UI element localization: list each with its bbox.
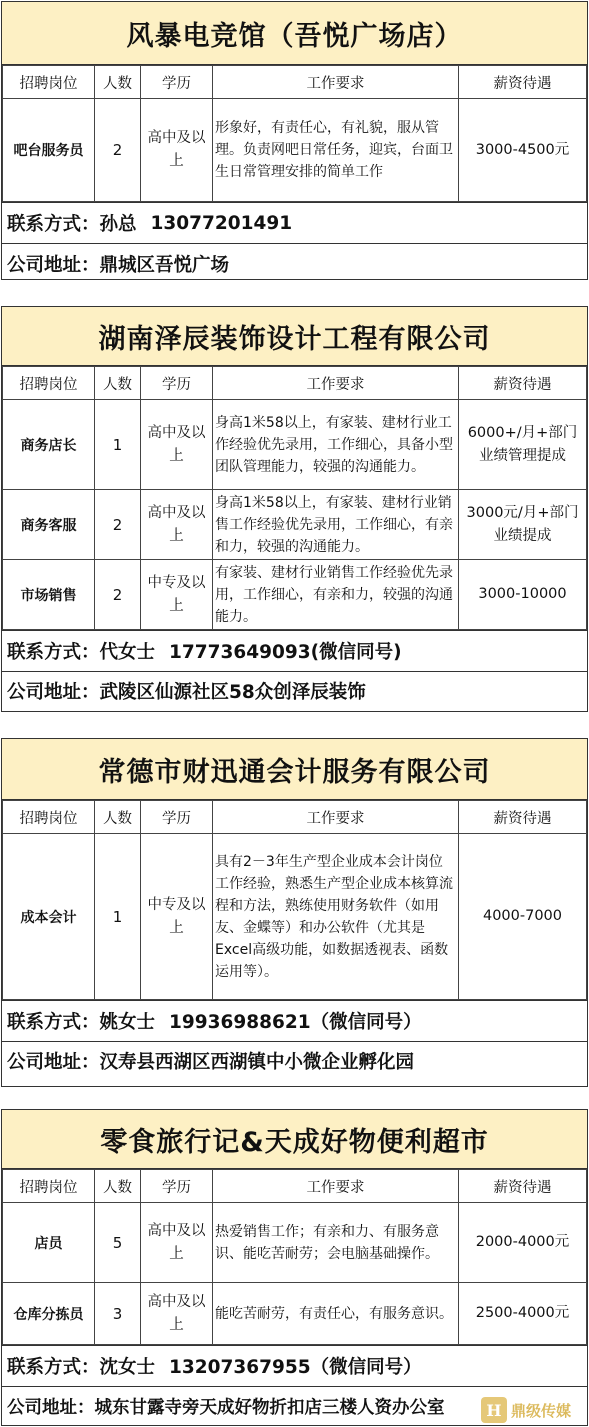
watermark <box>481 1397 571 1423</box>
salary-cell: 2500-4000元 <box>459 1283 587 1345</box>
position-cell: 商务店长 <box>3 400 95 490</box>
job-table <box>2 366 587 630</box>
brand-logo-icon: H <box>481 1397 507 1423</box>
contact-line <box>2 630 587 671</box>
header-count: 人数 <box>95 801 141 834</box>
header-count: 人数 <box>95 66 141 99</box>
job-table <box>2 65 587 202</box>
contact-label: 联系方式：沈女士 <box>7 1357 156 1378</box>
contact-line <box>2 202 587 243</box>
table-header-row <box>3 1170 587 1203</box>
contact-label: 联系方式：代女士 <box>7 642 156 663</box>
header-requirement: 工作要求 <box>213 66 459 99</box>
contact-line <box>2 1345 587 1386</box>
requirement-cell: 能吃苦耐劳，有责任心，有服务意识。 <box>213 1283 459 1345</box>
contact-phone: 19936988621（微信同号） <box>169 1012 422 1033</box>
position-cell: 成本会计 <box>3 834 95 1000</box>
education-cell: 中专及以上 <box>141 560 213 630</box>
header-salary: 薪资待遇 <box>459 66 587 99</box>
header-position: 招聘岗位 <box>3 801 95 834</box>
header-count: 人数 <box>95 367 141 400</box>
salary-cell: 3000-10000 <box>459 560 587 630</box>
header-education: 学历 <box>141 367 213 400</box>
header-requirement: 工作要求 <box>213 1170 459 1203</box>
contact-phone: 13207367955（微信同号） <box>169 1357 422 1378</box>
table-row <box>3 560 587 630</box>
header-salary: 薪资待遇 <box>459 1170 587 1203</box>
header-position: 招聘岗位 <box>3 1170 95 1203</box>
requirement-cell: 形象好，有责任心，有礼貌，服从管理。负责网吧日常任务，迎宾，台面卫生日常管理安排的简单工作 <box>213 99 459 202</box>
count-cell: 3 <box>95 1283 141 1345</box>
count-cell: 2 <box>95 99 141 202</box>
job-card-3 <box>1 738 588 1087</box>
table-row <box>3 1203 587 1283</box>
address-line: 公司地址：汉寿县西湖区西湖镇中小微企业孵化园 <box>2 1041 587 1080</box>
position-cell: 吧台服务员 <box>3 99 95 202</box>
job-card-1 <box>1 1 588 280</box>
count-cell: 5 <box>95 1203 141 1283</box>
position-cell: 仓库分拣员 <box>3 1283 95 1345</box>
company-title: 常德市财迅通会计服务有限公司 <box>2 739 587 800</box>
header-salary: 薪资待遇 <box>459 801 587 834</box>
company-title: 风暴电竞馆（吾悦广场店） <box>2 2 587 65</box>
count-cell: 1 <box>95 400 141 490</box>
contact-phone: 17773649093(微信同号) <box>169 642 402 663</box>
address-line: 公司地址：城东甘露寺旁天成好物折扣店三楼人资办公室 <box>2 1386 587 1425</box>
position-cell: 商务客服 <box>3 490 95 560</box>
requirement-cell: 具有2－3年生产型企业成本会计岗位工作经验，熟悉生产型企业成本核算流程和方法，熟练使用财务软件（如用友、金蝶等）和办公软件（尤其是Excel高级功能，如数据透视表、函数运用等）。 <box>213 834 459 1000</box>
position-cell: 市场销售 <box>3 560 95 630</box>
header-position: 招聘岗位 <box>3 367 95 400</box>
header-requirement: 工作要求 <box>213 367 459 400</box>
table-header-row <box>3 367 587 400</box>
header-education: 学历 <box>141 1170 213 1203</box>
job-card-4 <box>1 1109 588 1426</box>
company-title: 湖南泽辰装饰设计工程有限公司 <box>2 307 587 366</box>
count-cell: 2 <box>95 560 141 630</box>
salary-cell: 3000-4500元 <box>459 99 587 202</box>
address-line: 公司地址：鼎城区吾悦广场 <box>2 243 587 284</box>
watermark-text: 鼎级传媒 <box>510 1401 571 1420</box>
contact-label: 联系方式：姚女士 <box>7 1012 156 1033</box>
salary-cell: 6000+/月+部门业绩管理提成 <box>459 400 587 490</box>
table-row <box>3 1283 587 1345</box>
header-salary: 薪资待遇 <box>459 367 587 400</box>
education-cell: 高中及以上 <box>141 1283 213 1345</box>
requirement-cell: 有家装、建材行业销售工作经验优先录用，工作细心，有亲和力，较强的沟通能力。 <box>213 560 459 630</box>
count-cell: 1 <box>95 834 141 1000</box>
contact-line <box>2 1000 587 1041</box>
company-title: 零食旅行记&天成好物便利超市 <box>2 1110 587 1169</box>
requirement-cell: 热爱销售工作；有亲和力、有服务意识、能吃苦耐劳；会电脑基础操作。 <box>213 1203 459 1283</box>
table-row <box>3 99 587 202</box>
contact-phone: 13077201491 <box>150 212 293 234</box>
table-row <box>3 490 587 560</box>
header-requirement: 工作要求 <box>213 801 459 834</box>
header-count: 人数 <box>95 1170 141 1203</box>
table-header-row <box>3 66 587 99</box>
contact-label: 联系方式：孙总 <box>7 214 137 235</box>
job-card-2 <box>1 306 588 712</box>
education-cell: 高中及以上 <box>141 490 213 560</box>
table-header-row <box>3 801 587 834</box>
education-cell: 高中及以上 <box>141 1203 213 1283</box>
salary-cell: 3000元/月+部门业绩提成 <box>459 490 587 560</box>
job-table <box>2 800 587 1000</box>
table-row <box>3 400 587 490</box>
education-cell: 高中及以上 <box>141 400 213 490</box>
education-cell: 高中及以上 <box>141 99 213 202</box>
table-row <box>3 834 587 1000</box>
requirement-cell: 身高1米58以上，有家装、建材行业销售工作经验优先录用，工作细心，有亲和力，较强的沟通能力。 <box>213 490 459 560</box>
header-position: 招聘岗位 <box>3 66 95 99</box>
position-cell: 店员 <box>3 1203 95 1283</box>
address-line: 公司地址：武陵区仙源社区58众创泽辰装饰 <box>2 671 587 710</box>
count-cell: 2 <box>95 490 141 560</box>
requirement-cell: 身高1米58以上，有家装、建材行业工作经验优先录用，工作细心，具备小型团队管理能力，较强的沟通能力。 <box>213 400 459 490</box>
job-table <box>2 1169 587 1345</box>
salary-cell: 4000-7000 <box>459 834 587 1000</box>
education-cell: 中专及以上 <box>141 834 213 1000</box>
header-education: 学历 <box>141 801 213 834</box>
header-education: 学历 <box>141 66 213 99</box>
salary-cell: 2000-4000元 <box>459 1203 587 1283</box>
